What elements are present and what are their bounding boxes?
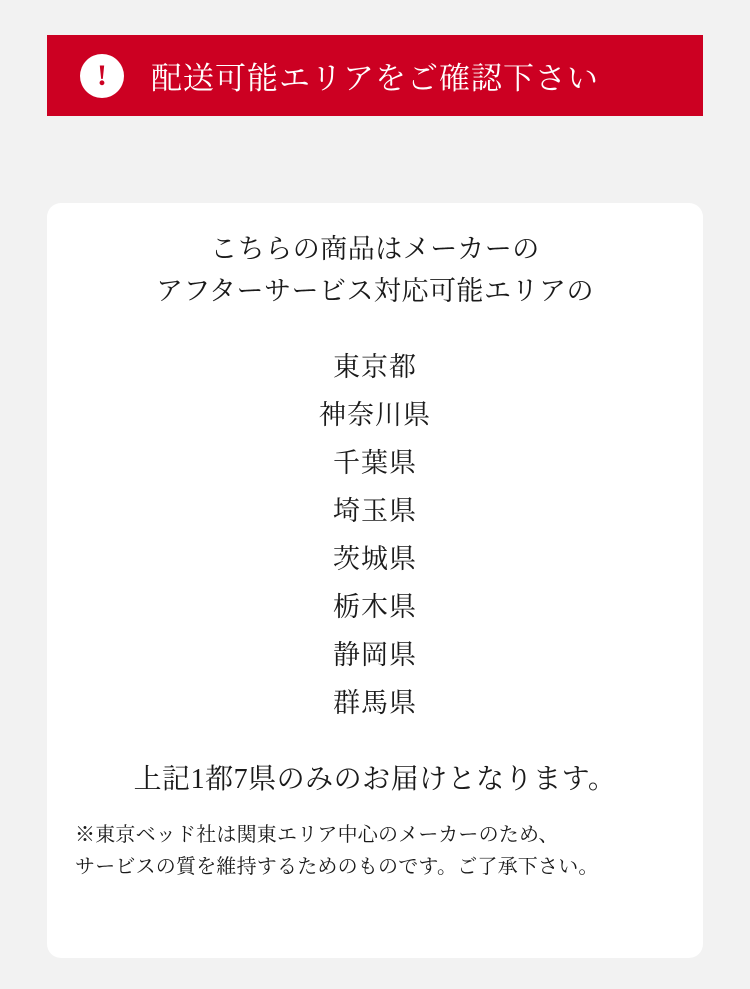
list-item: 千葉県 [333, 447, 417, 478]
list-item: 栃木県 [333, 591, 417, 622]
notice-card [47, 203, 703, 958]
list-item: 神奈川県 [319, 399, 431, 430]
list-item: 東京都 [333, 351, 417, 382]
banner-title: 配送可能エリアをご確認下さい [151, 61, 599, 96]
area-list [75, 343, 675, 727]
footnote-line-1: ※東京ベッド社は関東エリア中心のメーカーのため、 [75, 824, 559, 847]
list-item: 茨城県 [333, 543, 417, 574]
exclamation-icon [80, 54, 124, 98]
exclamation-glyph: ! [97, 58, 107, 92]
list-item: 埼玉県 [333, 495, 417, 526]
footnote [75, 819, 675, 883]
intro-text [75, 229, 675, 313]
list-item: 静岡県 [333, 639, 417, 670]
intro-line-2: アフターサービス対応可能エリアの [155, 275, 595, 306]
footnote-line-2: サービスの質を維持するためのものです。ご了承下さい。 [75, 856, 599, 879]
intro-line-1: こちらの商品はメーカーの [210, 234, 540, 264]
list-item: 群馬県 [333, 688, 417, 719]
summary-text: 上記1都7県のみのお届けとなります。 [133, 764, 617, 796]
warning-banner [47, 35, 703, 116]
